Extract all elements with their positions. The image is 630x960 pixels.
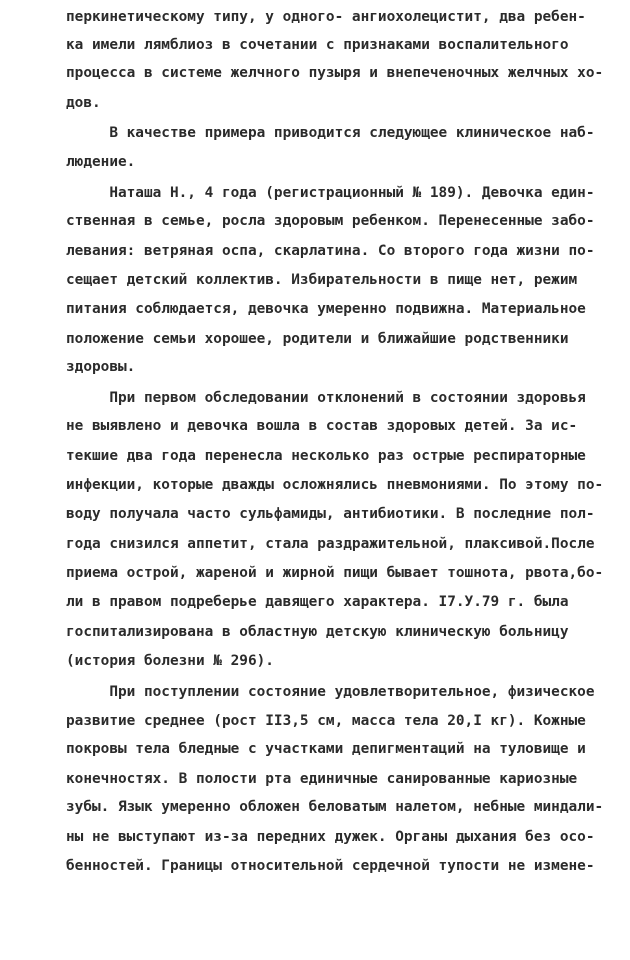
text-line: ли в правом подреберье давящего характера. I7.У.79 г. была bbox=[66, 594, 569, 610]
text-line: (история болезни № 296). bbox=[66, 653, 274, 669]
text-line: людение. bbox=[66, 154, 136, 170]
text-line: При первом обследовании отклонений в состоянии здоровья bbox=[66, 390, 586, 406]
text-line: левания: ветряная оспа, скарлатина. Со второго года жизни по- bbox=[66, 243, 595, 259]
text-line: ны не выступают из-за передних дужек. Органы дыхания без осо- bbox=[66, 829, 595, 845]
text-line: питания соблюдается, девочка умеренно подвижна. Материальное bbox=[66, 301, 586, 317]
text-line: дов. bbox=[66, 95, 101, 111]
text-line: перкинетическому типу, у одного- ангиохолецистит, два ребен- bbox=[66, 9, 586, 25]
text-line: текшие два года перенесла несколько раз острые респираторные bbox=[66, 448, 586, 464]
text-line: развитие среднее (рост II3,5 см, масса тела 20,I кг). Кожные bbox=[66, 713, 586, 729]
text-line: При поступлении состояние удовлетворительное, физическое bbox=[66, 684, 595, 700]
text-line: ка имели лямблиоз в сочетании с признаками воспалительного bbox=[66, 37, 569, 53]
text-line: В качестве примера приводится следующее клиническое наб- bbox=[66, 125, 595, 141]
text-line: зубы. Язык умеренно обложен беловатым налетом, небные миндали- bbox=[66, 799, 604, 815]
text-line: не выявлено и девочка вошла в состав здоровых детей. За ис- bbox=[66, 418, 578, 434]
text-line: положение семьи хорошее, родители и ближайшие родственники bbox=[66, 331, 569, 347]
text-line: года снизился аппетит, стала раздражительной, плаксивой.После bbox=[66, 536, 595, 552]
text-line: здоровы. bbox=[66, 359, 136, 375]
text-line: сещает детский коллектив. Избирательности в пище нет, режим bbox=[66, 272, 578, 288]
text-line: Наташа Н., 4 года (регистрационный № 189). Девочка един- bbox=[66, 185, 595, 201]
text-line: госпитализирована в областную детскую клиническую больницу bbox=[66, 624, 569, 640]
text-line: конечностях. В полости рта единичные санированные кариозные bbox=[66, 771, 578, 787]
text-line: ственная в семье, росла здоровым ребенком. Перенесенные забо- bbox=[66, 213, 595, 229]
text-line: инфекции, которые дважды осложнялись пневмониями. По этому по- bbox=[66, 477, 604, 493]
text-line: приема острой, жареной и жирной пищи бывает тошнота, рвота,бо- bbox=[66, 565, 604, 581]
text-line: процесса в системе желчного пузыря и внепеченочных желчных хо- bbox=[66, 65, 604, 81]
text-line: воду получала часто сульфамиды, антибиотики. В последние пол- bbox=[66, 506, 595, 522]
text-line: бенностей. Границы относительной сердечной тупости не измене- bbox=[66, 858, 595, 874]
text-line: покровы тела бледные с участками депигментаций на туловище и bbox=[66, 741, 586, 757]
